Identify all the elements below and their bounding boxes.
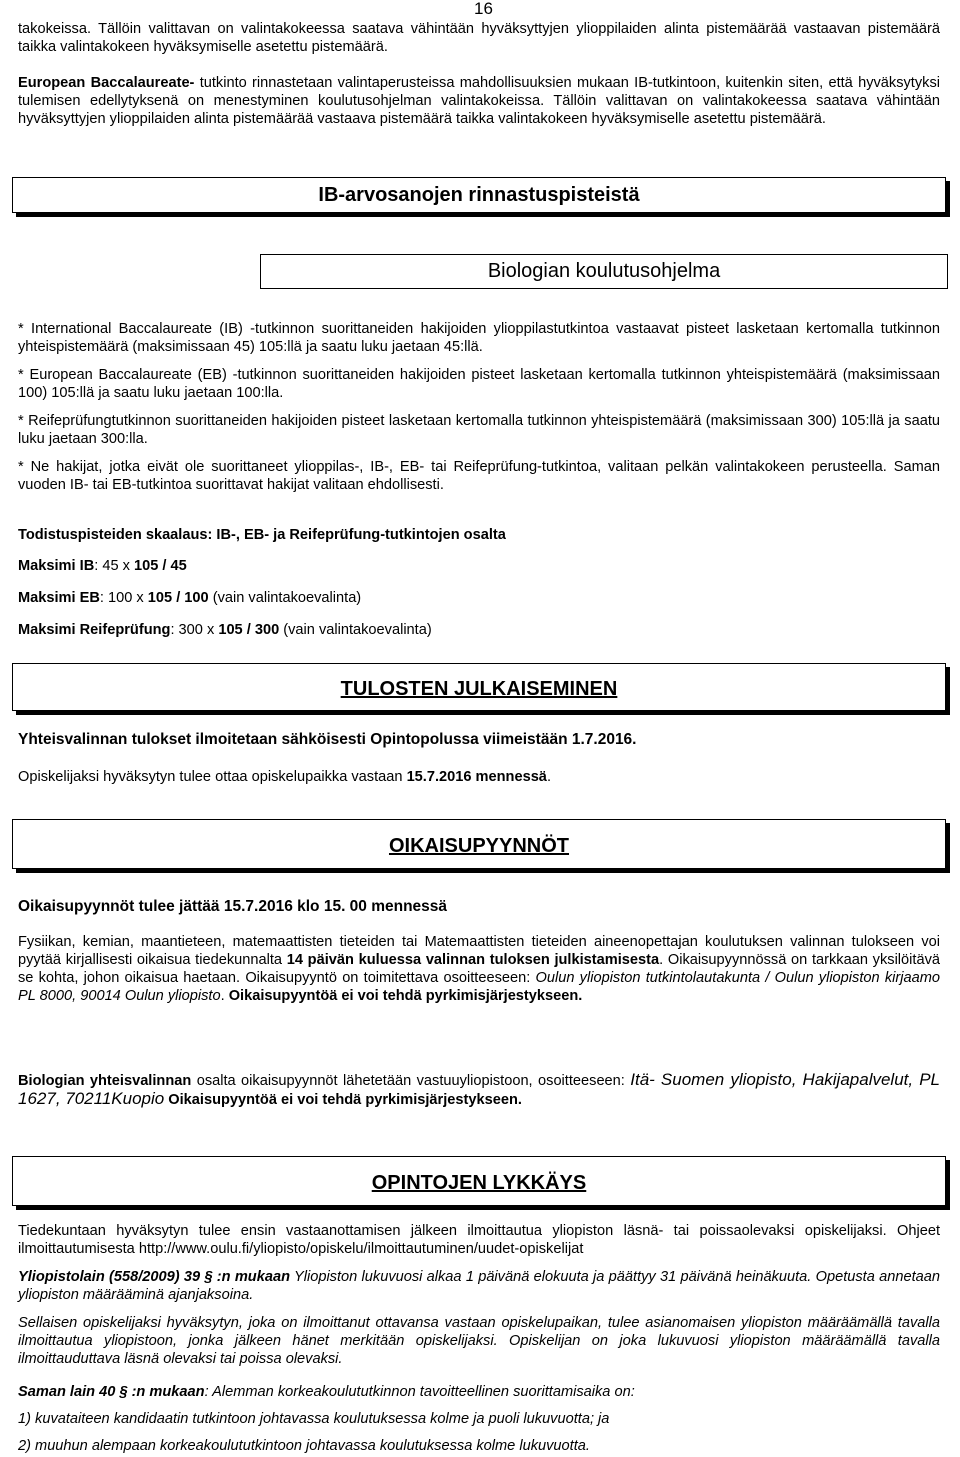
leave-paragraph-3: Sellaisen opiskelijaksi hyväksytyn, joka on ilmoittanut ottavansa vastaan opiskelupaikan, tulee asianomaisen yliopiston määräämällä tavalla ilmoittautua yliopistoon, jonka jälkeen hänet merkitään opiskelijaksi. Opiskelijan on joka lukuvuosi yliopiston määräämällä tavalla ilmoittauduttava läsnä olevaksi tai poissa olevaksi.: [18, 1315, 940, 1367]
appeals-deadline: Oikaisupyynnöt tulee jättää 15.7.2016 klo 15. 00 mennessä: [18, 898, 448, 915]
bullet-no-degree: * Ne hakijat, jotka eivät ole suorittaneet ylioppilas-, IB-, EB- tai Reifeprüfung-tutkintoa, valitaan pelkän valintakokeen perusteella. Saman vuoden IB- tai EB-tutkintoa suorittavat hakijat valitaan ehdollisesti.: [18, 459, 940, 493]
leave-item-2: 2) muuhun alempaan korkeakoulututkintoon johtavassa koulutuksessa kolme lukuvuotta.: [18, 1438, 590, 1454]
scaling-reifeprufung: Maksimi Reifeprüfung: 300 x 105 / 300 (vain valintakoevalinta): [18, 622, 432, 638]
bullet-list: [18, 320, 940, 494]
appeals-paragraph-2: Biologian yhteisvalinnan osalta oikaisupyynnöt lähetetään vastuuyliopistoon, osoitteeseen: Itä- Suomen yliopisto, Hakijapalvelut, PL 1627, 70211Kuopio Oikaisupyyntöä ei voi tehdä pyrkimisjärjestykseen.: [18, 1070, 940, 1108]
scaling-ib: Maksimi IB: 45 x 105 / 45: [18, 558, 187, 574]
results-line1: Yhteisvalinnan tulokset ilmoitetaan sähköisesti Opintopolussa viimeistään 1.7.2016.: [18, 731, 637, 748]
heading-results: TULOSTEN JULKAISEMINEN: [12, 663, 946, 711]
results-line2: Opiskelijaksi hyväksytyn tulee ottaa opiskelupaikka vastaan 15.7.2016 mennessä.: [18, 769, 551, 785]
appeals-paragraph-1: Fysiikan, kemian, maantieteen, matemaattisten tieteiden tai Matemaattisten tieteiden aineenopettajan koulutuksen valinnan tulokseen voi pyytää kirjallisesti oikaisua tiedekunnalta 14 päivän kuluessa valinnan tuloksen julkistamisesta. Oikaisupyynnössä on tarkkaan yksilöitävä se kohta, johon oikaisua haetaan. Oikaisupyyntö on toimitettava osoitteeseen: Oulun yliopiston tutkintolautakunta / Oulun yliopiston kirjaamo PL 8000, 90014 Oulun yliopisto. Oikaisupyyntöä ei voi tehdä pyrkimisjärjestykseen.: [18, 934, 940, 1004]
leave-paragraph-4: Saman lain 40 § :n mukaan: Alemman korkeakoulututkinnon tavoitteellinen suorittamisaika on:: [18, 1384, 635, 1400]
page-number: 16: [474, 0, 493, 18]
eb-lead: European Baccalaureate-: [18, 75, 195, 91]
intro-fragment: takokeissa. Tällöin valittavan on valintakokeessa saatava vähintään hyväksyttyjen ylioppilaiden alinta pistemäärää vastaavan pistemäärä taikka valintakokeen hyväksymiselle asetettu pistemäärä.: [18, 21, 940, 55]
leave-paragraph-2: Yliopistolain (558/2009) 39 § :n mukaan Yliopiston lukuvuosi alkaa 1 päivänä elokuuta ja päättyy 31 päivänä heinäkuuta. Opetusta annetaan yliopiston määrääminä ajanjaksoina.: [18, 1269, 940, 1303]
heading-leave: OPINTOJEN LYKKÄYS: [12, 1156, 946, 1206]
heading-ib: IB-arvosanojen rinnastuspisteistä: [12, 177, 946, 213]
leave-item-1: 1) kuvataiteen kandidaatin tutkintoon johtavassa koulutuksessa kolme ja puoli lukuvuotta; ja: [18, 1411, 610, 1427]
scaling-title: Todistuspisteiden skaalaus: IB-, EB- ja Reifeprüfung-tutkintojen osalta: [18, 527, 506, 543]
bullet-eb: * European Baccalaureate (EB) -tutkinnon suorittaneiden hakijoiden pisteet lasketaan kertomalla tutkinnon yhteispistemäärä (maksimissaan 100) 105:llä ja saatu luku jaetaan 100:lla.: [18, 367, 940, 401]
eb-text: tutkinto rinnastetaan valintaperusteissa mahdollisuuksien mukaan IB-tutkintoon, kuitenkin siten, että hyväksytyksi tulemisen edellytyksenä on menestyminen koulutusohjelman valintakokeissa.: [18, 75, 940, 109]
scaling-eb: Maksimi EB: 100 x 105 / 100 (vain valintakoevalinta): [18, 590, 362, 606]
eb-paragraph: [18, 74, 940, 128]
bullet-ib: * International Baccalaureate (IB) -tutkinnon suorittaneiden hakijoiden ylioppilastutkintoa vastaavat pisteet lasketaan kertomalla tutkinnon yhteispistemäärä (maksimissaan 45) 105:llä ja saatu luku jaetaan 45:llä.: [18, 321, 940, 355]
leave-paragraph-1: Tiedekuntaan hyväksytyn tulee ensin vastaanottamisen jälkeen ilmoittautua yliopiston läsnä- tai poissaolevaksi opiskelijaksi. Ohjeet ilmoittautumisesta http://www.oulu.fi/yliopisto/opiskelu/ilmoittautuminen/uudet-opiskelijat: [18, 1223, 940, 1257]
eb-rest: Tällöin valittavan on valintakokeessa saatava vähintään hyväksyttyjen ylioppilaiden alinta pistemäärää vastaava pistemäärä taikka valintakokeen hyväksymiselle asetettu pistemäärä.: [18, 93, 941, 127]
bullet-reifeprufung: * Reifeprüfungtutkinnon suorittaneiden hakijoiden pisteet lasketaan kertomalla tutkinnon yhteispistemäärä (maksimissaan 300) 105:llä ja saatu luku jaetaan 300:lla.: [18, 413, 940, 447]
heading-bio: Biologian koulutusohjelma: [260, 254, 948, 289]
heading-appeals: OIKAISUPYYNNÖT: [12, 819, 946, 869]
